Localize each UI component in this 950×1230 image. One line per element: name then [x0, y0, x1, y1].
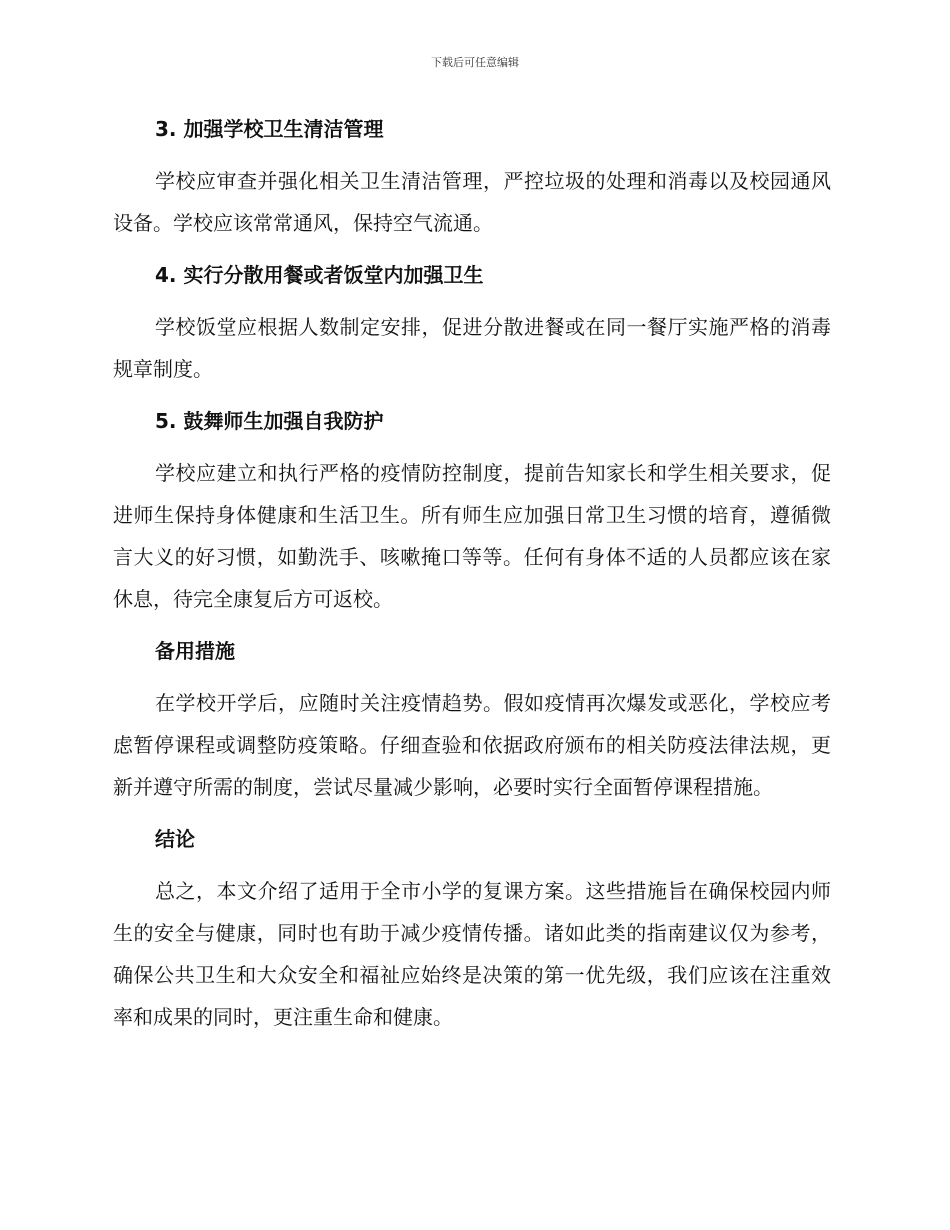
section-paragraph-5: 学校应建立和执行严格的疫情防控制度，提前告知家长和学生相关要求，促进师生保持身体健康和生活卫生。所有师生应加强日常卫生习惯的培育，遵循微言大义的好习惯，如勤洗手、咳嗽掩口等等。任何有身体不适的人员都应该在家休息，待完全康复后方可返校。	[113, 461, 831, 611]
section-paragraph-backup: 在学校开学后，应随时关注疫情趋势。假如疫情再次爆发或恶化，学校应考虑暂停课程或调整防疫策略。仔细查验和依据政府颁布的相关防疫法律法规，更新并遵守所需的制度，尝试尽量减少影响，必要时实行全面暂停课程措施。	[113, 691, 831, 799]
section-heading-5: 5. 鼓舞师生加强自我防护	[155, 409, 384, 433]
section-paragraph-3: 学校应审查并强化相关卫生清洁管理，严控垃圾的处理和消毒以及校园通风设备。学校应该常常通风，保持空气流通。	[113, 169, 831, 235]
document-body	[113, 108, 831, 1048]
section-heading-3: 3. 加强学校卫生清洁管理	[155, 117, 384, 141]
section-heading-backup: 备用措施	[155, 639, 235, 663]
page-header: 下载后可任意编辑	[431, 56, 519, 69]
section-heading-conclusion: 结论	[155, 827, 195, 851]
section-heading-4: 4. 实行分散用餐或者饭堂内加强卫生	[155, 263, 484, 287]
section-paragraph-4: 学校饭堂应根据人数制定安排，促进分散进餐或在同一餐厅实施严格的消毒规章制度。	[113, 315, 831, 381]
section-paragraph-conclusion: 总之，本文介绍了适用于全市小学的复课方案。这些措施旨在确保校园内师生的安全与健康，同时也有助于减少疫情传播。诸如此类的指南建议仅为参考，确保公共卫生和大众安全和福祉应始终是决策的第一优先级，我们应该在注重效率和成果的同时，更注重生命和健康。	[113, 879, 831, 1029]
